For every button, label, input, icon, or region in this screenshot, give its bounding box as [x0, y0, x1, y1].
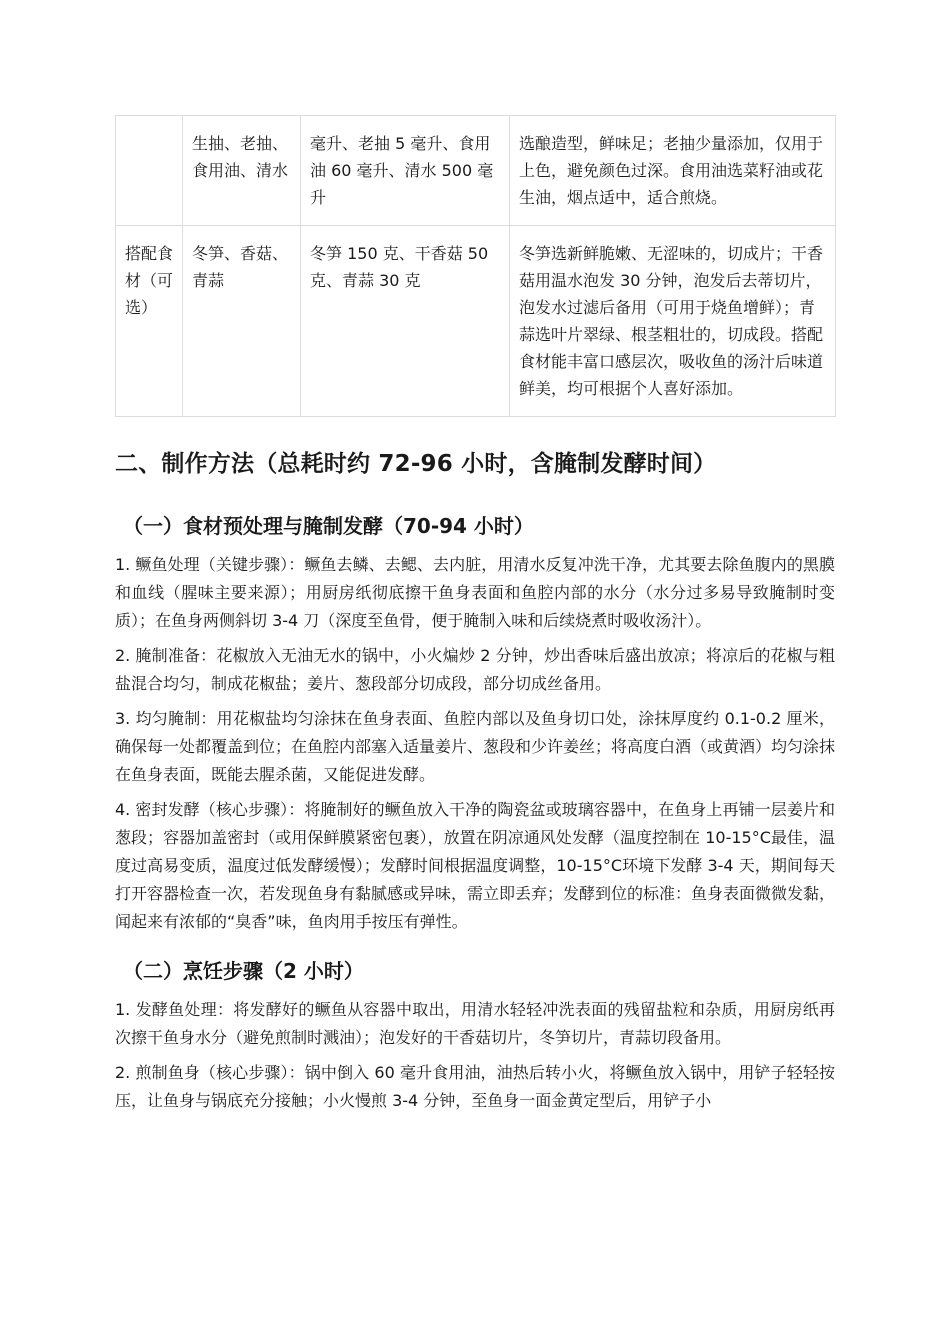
ingredients-table	[115, 115, 836, 417]
subsection-heading: （二）烹饪步骤（2 小时）	[123, 959, 364, 983]
step-paragraph: 3. 均匀腌制：用花椒盐均匀涂抹在鱼身表面、鱼腔内部以及鱼身切口处，涂抹厚度约 0.1-0.2 厘米，确保每一处都覆盖到位；在鱼腔内部塞入适量姜片、葱段和少许姜丝；将高度白酒（或黄酒）均匀涂抹在鱼身表面，既能去腥杀菌，又能促进发酵。	[115, 709, 836, 784]
table-cell-notes: 冬笋选新鲜脆嫩、无涩味的，切成片；干香菇用温水泡发 30 分钟，泡发后去蒂切片，泡发水过滤后备用（可用于烧鱼增鲜）；青蒜选叶片翠绿、根茎粗壮的，切成段。搭配食材能丰富口感层次，吸收鱼的汤汁后味道鲜美，均可根据个人喜好添加。	[510, 226, 836, 417]
step-paragraph: 4. 密封发酵（核心步骤）：将腌制好的鳜鱼放入干净的陶瓷盆或玻璃容器中，在鱼身上再铺一层姜片和葱段；容器加盖密封（或用保鲜膜紧密包裹），放置在阴凉通风处发酵（温度控制在 10-15°C最佳，温度过高易变质，温度过低发酵缓慢）；发酵时间根据温度调整，10-15°C环境下发酵 3-4 天，期间每天打开容器检查一次，若发现鱼身有黏腻感或异味，需立即丢弃；发酵到位的标准：鱼身表面微微发黏，闻起来有浓郁的“臭香”味，鱼肉用手按压有弹性。	[115, 800, 836, 931]
table-cell-amount: 毫升、老抽 5 毫升、食用油 60 毫升、清水 500 毫升	[301, 116, 510, 226]
document-page	[115, 115, 835, 1115]
table-cell-category	[116, 116, 183, 226]
step-list	[115, 996, 835, 1115]
subsection-heading: （一）食材预处理与腌制发酵（70-94 小时）	[123, 514, 534, 538]
step-paragraph: 1. 发酵鱼处理：将发酵好的鳜鱼从容器中取出，用清水轻轻冲洗表面的残留盐粒和杂质，用厨房纸再次擦干鱼身水分（避免煎制时溅油）；泡发好的干香菇切片，冬笋切片，青蒜切段备用。	[115, 1000, 835, 1047]
table-row	[116, 116, 836, 226]
table-row	[116, 226, 836, 417]
step-paragraph: 1. 鳜鱼处理（关键步骤）：鳜鱼去鳞、去鳃、去内脏，用清水反复冲洗干净，尤其要去除鱼腹内的黑膜和血线（腥味主要来源）；用厨房纸彻底擦干鱼身表面和鱼腔内部的水分（水分过多易导致腌制时变质）；在鱼身两侧斜切 3-4 刀（深度至鱼骨，便于腌制入味和后续烧煮时吸收汤汁）。	[115, 555, 835, 630]
table-cell-items: 生抽、老抽、食用油、清水	[183, 116, 301, 226]
step-paragraph: 2. 煎制鱼身（核心步骤）：锅中倒入 60 毫升食用油，油热后转小火，将鳜鱼放入锅中，用铲子轻轻按压，让鱼身与锅底充分接触；小火慢煎 3-4 分钟，至鱼身一面金黄定型后，用铲子小	[115, 1063, 835, 1110]
table-cell-category: 搭配食材（可选）	[116, 226, 183, 417]
table-cell-amount: 冬笋 150 克、干香菇 50 克、青蒜 30 克	[301, 226, 510, 417]
table-cell-notes: 选酿造型，鲜味足；老抽少量添加，仅用于上色，避免颜色过深。食用油选菜籽油或花生油，烟点适中，适合煎烧。	[510, 116, 836, 226]
step-list	[115, 551, 835, 936]
table-cell-items: 冬笋、香菇、青蒜	[183, 226, 301, 417]
step-paragraph: 2. 腌制准备：花椒放入无油无水的锅中，小火煸炒 2 分钟，炒出香味后盛出放凉；将凉后的花椒与粗盐混合均匀，制成花椒盐；姜片、葱段部分切成段，部分切成丝备用。	[115, 646, 835, 693]
section-heading: 二、制作方法（总耗时约 72-96 小时，含腌制发酵时间）	[115, 451, 717, 477]
